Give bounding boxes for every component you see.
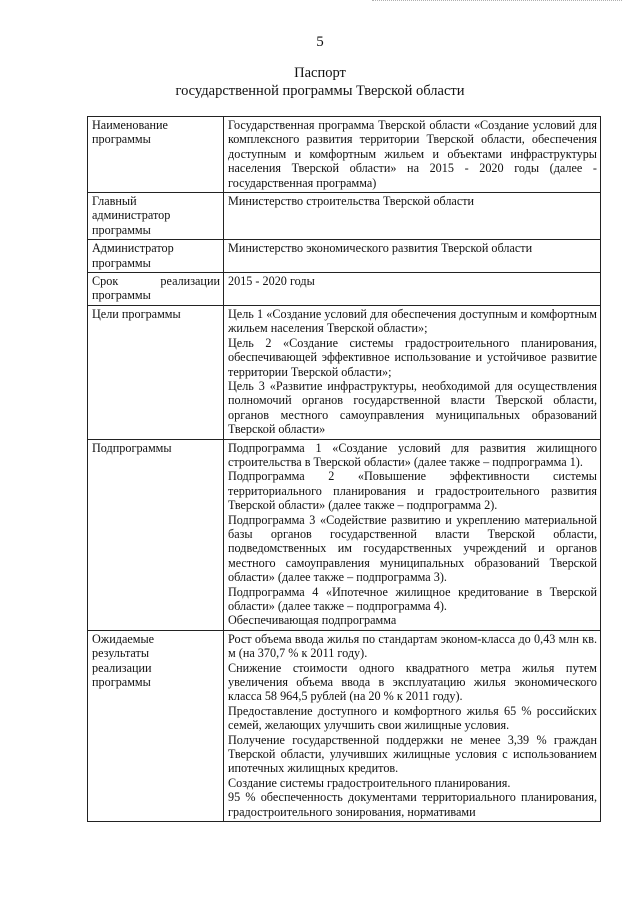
row-paragraph: Рост объема ввода жилья по стандартам эконом-класса до 0,43 млн кв. м (на 370,7 % к 2011 году). xyxy=(228,631,597,661)
row-paragraph: Обеспечивающая подпрограмма xyxy=(228,613,397,628)
table-row-administrator xyxy=(88,240,601,273)
row-label: Срок реализации программы xyxy=(88,273,224,306)
row-value xyxy=(224,305,601,439)
table-row-goals xyxy=(88,305,601,439)
row-value xyxy=(224,240,601,273)
row-paragraph: Подпрограмма 2 «Повышение эффективности системы территориального планирования и градостроительного развития Тверской области» (далее также – подпрограмма 2). xyxy=(228,469,597,513)
row-label: Ожидаемые результаты реализации программы xyxy=(88,630,224,821)
row-label: Главный администратор программы xyxy=(88,193,224,240)
table-row-chief-administrator xyxy=(88,193,601,240)
row-label: Подпрограммы xyxy=(88,439,224,630)
title-line-1: Паспорт xyxy=(294,65,346,81)
row-paragraph: Министерство экономического развития Тверской области xyxy=(228,241,533,256)
row-paragraph: Предоставление доступного и комфортного жилья 65 % российских семей, желающих улучшить свои жилищные условия. xyxy=(228,703,597,733)
row-value xyxy=(224,193,601,240)
table-row-program-name xyxy=(88,117,601,193)
row-label: Наименование программы xyxy=(88,117,224,193)
table-row-subprograms xyxy=(88,439,601,630)
row-paragraph: Снижение стоимости одного квадратного метра жилья путем увеличения объема ввода в эксплуатацию жилья экономического класса 58 964,5 рублей (на 20 % к 2011 году). xyxy=(228,660,597,704)
document-title xyxy=(0,64,640,100)
page-number: 5 xyxy=(316,34,324,50)
row-paragraph: Создание системы градостроительного планирования. xyxy=(228,775,511,790)
row-paragraph: Цель 1 «Создание условий для обеспечения доступным и комфортным жильем населения Тверской области»; xyxy=(228,306,597,336)
row-paragraph: Получение государственной поддержки не менее 3,39 % граждан Тверской области, улучивших жилищные условия с использованием ипотечных жилищных кредитов. xyxy=(228,732,597,776)
row-paragraph: Министерство строительства Тверской области xyxy=(228,194,475,209)
passport-table xyxy=(87,116,601,822)
row-value xyxy=(224,117,601,193)
row-paragraph: Цель 3 «Развитие инфраструктуры, необходимой для осуществления полномочий органов государственной власти Тверской области, органов местного самоуправления муниципальных образований Тверской области» xyxy=(228,378,597,437)
row-paragraph: Подпрограмма 3 «Содействие развитию и укреплению материальной базы органов государственной власти Тверской области, подведомственных им государственных учреждений и органов местного самоуправления муниципальных образований Тверской области» (далее также – подпрограмма 3). xyxy=(228,512,597,585)
row-paragraph: 2015 - 2020 годы xyxy=(228,274,315,289)
row-paragraph: Цель 2 «Создание системы градостроительного планирования, обеспечивающей эффективное использование и устойчивое развитие территории Тверской области»; xyxy=(228,335,597,379)
table-row-expected-results xyxy=(88,630,601,821)
row-paragraph: Подпрограмма 4 «Ипотечное жилищное кредитование в Тверской области» (далее также – подпрограмма 4). xyxy=(228,584,597,613)
table-row-term xyxy=(88,273,601,306)
row-label: Администратор программы xyxy=(88,240,224,273)
title-line-2: государственной программы Тверской области xyxy=(175,83,465,99)
row-paragraph: Подпрограмма 1 «Создание условий для развития жилищного строительства в Тверской области» (далее также – подпрограмма 1). xyxy=(228,440,597,469)
row-paragraph: 95 % обеспеченность документами территориального планирования, градостроительного зонирования, нормативами xyxy=(228,790,597,819)
row-value xyxy=(224,439,601,630)
row-paragraph: Государственная программа Тверской области «Создание условий для комплексного развития территории Тверской области, обеспечения доступным и комфортным жильем и объектами инфраструктуры населения Тверской области» на 2015 - 2020 годы (далее - государственная программа) xyxy=(228,118,597,190)
row-value xyxy=(224,273,601,306)
row-label: Цели программы xyxy=(88,305,224,439)
scan-edge-marks xyxy=(372,0,622,5)
row-value xyxy=(224,630,601,821)
